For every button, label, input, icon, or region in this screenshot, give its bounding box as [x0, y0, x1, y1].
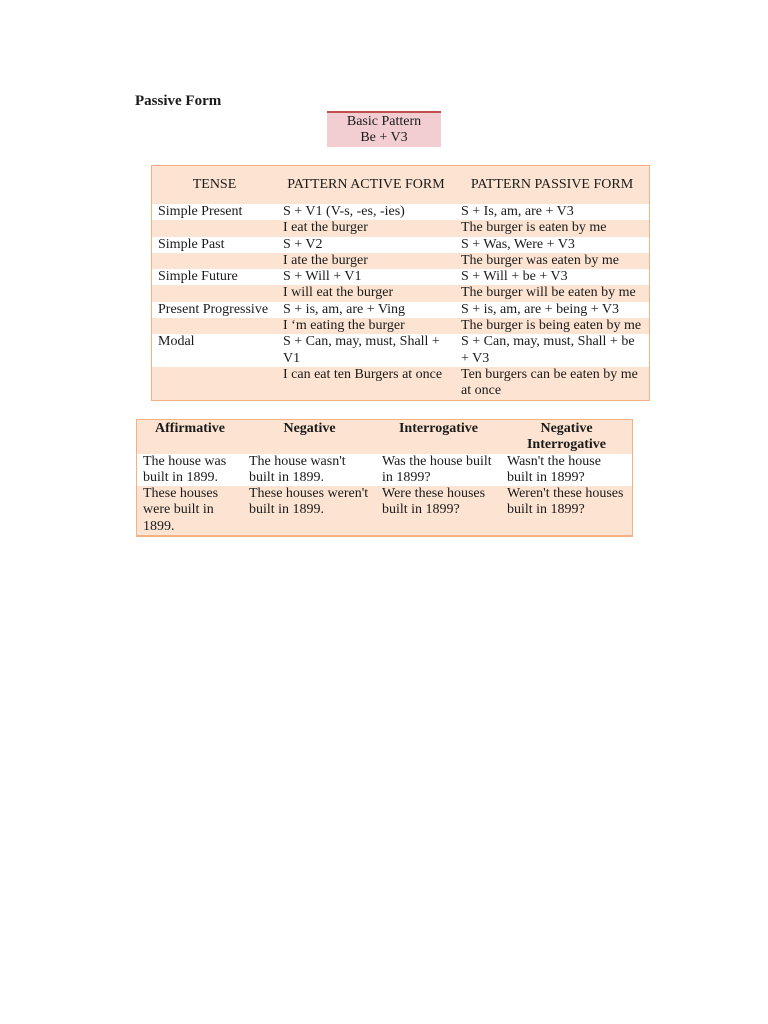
active-cell: S + Can, may, must, Shall + V1 — [277, 334, 455, 367]
passive-cell: Ten burgers can be eaten by me at once — [455, 367, 649, 400]
negative-interrogative-cell: Wasn't the house built in 1899? — [501, 454, 632, 487]
active-cell: S + V1 (V-s, -es, -ies) — [277, 204, 455, 220]
negative-interrogative-cell: Weren't these houses built in 1899? — [501, 486, 632, 535]
table-row — [152, 253, 649, 269]
active-cell: S + Will + V1 — [277, 269, 455, 285]
negative-cell: These houses weren't built in 1899. — [243, 486, 376, 535]
passive-cell: S + Was, Were + V3 — [455, 237, 649, 253]
negative-cell: The house wasn't built in 1899. — [243, 454, 376, 487]
passive-cell: The burger is being eaten by me — [455, 318, 649, 334]
tense-cell: Present Progressive — [152, 302, 277, 318]
tense-cell — [152, 285, 277, 301]
basic-pattern-box — [327, 111, 441, 147]
table-row — [137, 486, 632, 535]
header-passive-form: PATTERN PASSIVE FORM — [470, 176, 634, 192]
header-negative-interrogative: Negative Interrogative — [526, 421, 607, 453]
active-cell: I ate the burger — [277, 253, 455, 269]
tense-cell — [152, 220, 277, 236]
active-cell: I ‘m eating the burger — [277, 318, 455, 334]
tense-cell — [152, 367, 277, 400]
active-cell: S + is, am, are + Ving — [277, 302, 455, 318]
passive-cell: The burger is eaten by me — [455, 220, 649, 236]
affirmative-cell: The house was built in 1899. — [137, 454, 243, 487]
tense-cell: Simple Past — [152, 237, 277, 253]
table-row — [152, 220, 649, 236]
table-row — [152, 318, 649, 334]
header-active-form: PATTERN ACTIVE FORM — [287, 176, 445, 192]
table-row — [137, 454, 632, 487]
interrogative-cell: Were these houses built in 1899? — [376, 486, 501, 535]
tense-table — [151, 165, 650, 401]
header-tense: TENSE — [192, 176, 237, 192]
header-affirmative: Affirmative — [155, 421, 225, 436]
header-interrogative: Interrogative — [398, 421, 479, 436]
passive-cell: S + is, am, are + being + V3 — [455, 302, 649, 318]
active-cell: I will eat the burger — [277, 285, 455, 301]
active-cell: I can eat ten Burgers at once — [277, 367, 455, 400]
passive-cell: The burger was eaten by me — [455, 253, 649, 269]
tense-cell: Simple Future — [152, 269, 277, 285]
table-row — [152, 302, 649, 318]
passive-cell: S + Can, may, must, Shall + be + V3 — [455, 334, 649, 367]
table-row — [152, 285, 649, 301]
passive-cell: S + Is, am, are + V3 — [455, 204, 649, 220]
table-row — [152, 269, 649, 285]
forms-table-header-row — [137, 420, 632, 454]
basic-pattern-formula: Be + V3 — [360, 130, 408, 145]
basic-pattern-label: Basic Pattern — [346, 114, 422, 129]
sentence-forms-table — [136, 419, 633, 537]
tense-cell — [152, 253, 277, 269]
affirmative-cell: These houses were built in 1899. — [137, 486, 243, 535]
interrogative-cell: Was the house built in 1899? — [376, 454, 501, 487]
page-title: Passive Form — [135, 93, 222, 109]
table-row — [152, 334, 649, 367]
tense-cell: Modal — [152, 334, 277, 367]
active-cell: I eat the burger — [277, 220, 455, 236]
tense-table-header-row — [152, 166, 649, 204]
tense-cell — [152, 318, 277, 334]
passive-cell: The burger will be eaten by me — [455, 285, 649, 301]
table-row — [152, 367, 649, 400]
table-row — [152, 204, 649, 220]
tense-cell: Simple Present — [152, 204, 277, 220]
passive-cell: S + Will + be + V3 — [455, 269, 649, 285]
table-row — [152, 237, 649, 253]
header-negative: Negative — [283, 421, 336, 436]
active-cell: S + V2 — [277, 237, 455, 253]
